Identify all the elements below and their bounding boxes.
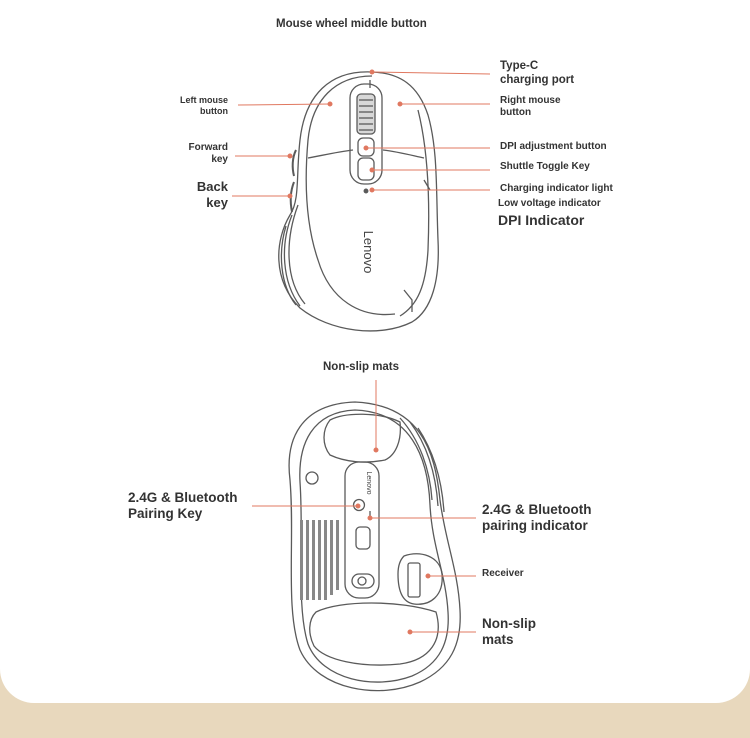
label-dpi-adjustment-button: DPI adjustment button	[500, 141, 607, 152]
label-non-slip-mats-bottom	[482, 616, 536, 648]
label-back-key	[197, 179, 228, 210]
label-right-button-line2: button	[500, 107, 532, 118]
label-type-c-charging-port	[500, 60, 574, 88]
label-low-voltage-indicator: Low voltage indicator	[498, 198, 601, 209]
label-non-slip-bottom-line2: mats	[482, 632, 514, 648]
label-receiver: Receiver	[482, 568, 524, 579]
label-back-line2: key	[206, 194, 228, 210]
label-left-mouse-button	[180, 95, 228, 117]
label-pairing-key-line2: Pairing Key	[128, 506, 203, 522]
label-left-button-line2: button	[200, 105, 228, 116]
label-back-line1: Back	[196, 179, 228, 194]
mouse-top-view	[279, 72, 439, 331]
label-pairing-indicator-line2: pairing indicator	[482, 518, 588, 534]
label-charging-indicator-light: Charging indicator light	[500, 183, 613, 194]
label-mouse-wheel-middle-button: Mouse wheel middle button	[276, 18, 427, 30]
brand-logo-top: Lenovo	[361, 230, 376, 274]
label-forward-key	[189, 142, 228, 166]
label-pairing-key-line1: 2.4G & Bluetooth	[128, 490, 238, 505]
label-pairing-indicator	[482, 502, 592, 534]
label-dpi-indicator: DPI Indicator	[498, 212, 585, 228]
label-pairing-indicator-line1: 2.4G & Bluetooth	[482, 502, 592, 517]
label-shuttle-toggle-key: Shuttle Toggle Key	[500, 161, 590, 172]
label-pairing-key	[128, 490, 238, 522]
label-right-button-line1: Right mouse	[500, 95, 561, 106]
label-left-button-line1: Left mouse	[179, 95, 228, 105]
brand-logo-bottom: Lenovo	[365, 471, 372, 495]
regulatory-text	[300, 520, 339, 600]
label-forward-line1: Forward	[188, 142, 228, 153]
label-forward-line2: key	[211, 154, 228, 165]
label-non-slip-bottom-line1: Non-slip	[482, 616, 536, 631]
label-right-mouse-button	[500, 95, 561, 119]
label-type-c-line1: Type-C	[500, 60, 539, 72]
label-non-slip-mats-top: Non-slip mats	[323, 361, 400, 373]
label-type-c-line2: charging port	[500, 73, 575, 86]
